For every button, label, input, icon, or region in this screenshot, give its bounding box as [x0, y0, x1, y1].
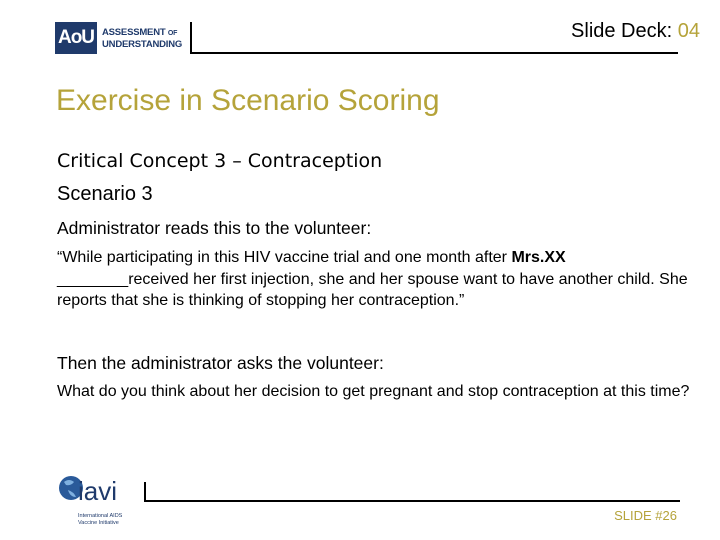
deck-label-text: Slide Deck: — [571, 20, 678, 42]
slide-number: SLIDE #26 — [614, 508, 677, 523]
iavi-tagline-2: Vaccine Initiative — [78, 520, 119, 526]
header-divider-vertical — [190, 22, 192, 54]
header-divider-horizontal — [190, 52, 678, 54]
volunteer-question: What do you think about her decision to get pregnant and stop contraception at this time? — [57, 383, 690, 400]
scenario-quote — [57, 247, 697, 312]
deck-number: 04 — [677, 20, 700, 42]
aou-logo-text — [102, 27, 182, 50]
aou-logo — [55, 22, 182, 54]
iavi-wordmark: iavi — [78, 476, 118, 506]
critical-concept: Critical Concept 3 – Contraception — [57, 150, 383, 172]
quote-name: Mrs.XX — [511, 249, 566, 266]
iavi-logo — [56, 470, 146, 530]
scenario-heading: Scenario 3 — [57, 183, 153, 205]
slide-deck-label — [571, 20, 700, 43]
aou-logo-line1: ASSESSMENT — [102, 26, 166, 38]
aou-logo-mark: AoU — [55, 22, 97, 54]
footer-divider-vertical — [144, 482, 146, 502]
iavi-tagline-1: International AIDS — [78, 513, 123, 519]
slide-title: Exercise in Scenario Scoring — [56, 84, 440, 117]
quote-part2: ________received her first injection, she and her spouse want to have another child. She reports that she is thinking of stopping her contraception.” — [57, 270, 688, 309]
administrator-instruction: Administrator reads this to the volunteer: — [57, 218, 372, 238]
quote-part1: “While participating in this HIV vaccine trial and one month after — [57, 249, 512, 266]
iavi-globe-icon — [56, 470, 146, 530]
aou-logo-of: OF — [167, 29, 178, 37]
administrator-ask: Then the administrator asks the volunteer: — [57, 353, 384, 373]
footer-divider-horizontal — [144, 500, 680, 502]
aou-logo-line2: UNDERSTANDING — [102, 38, 183, 50]
